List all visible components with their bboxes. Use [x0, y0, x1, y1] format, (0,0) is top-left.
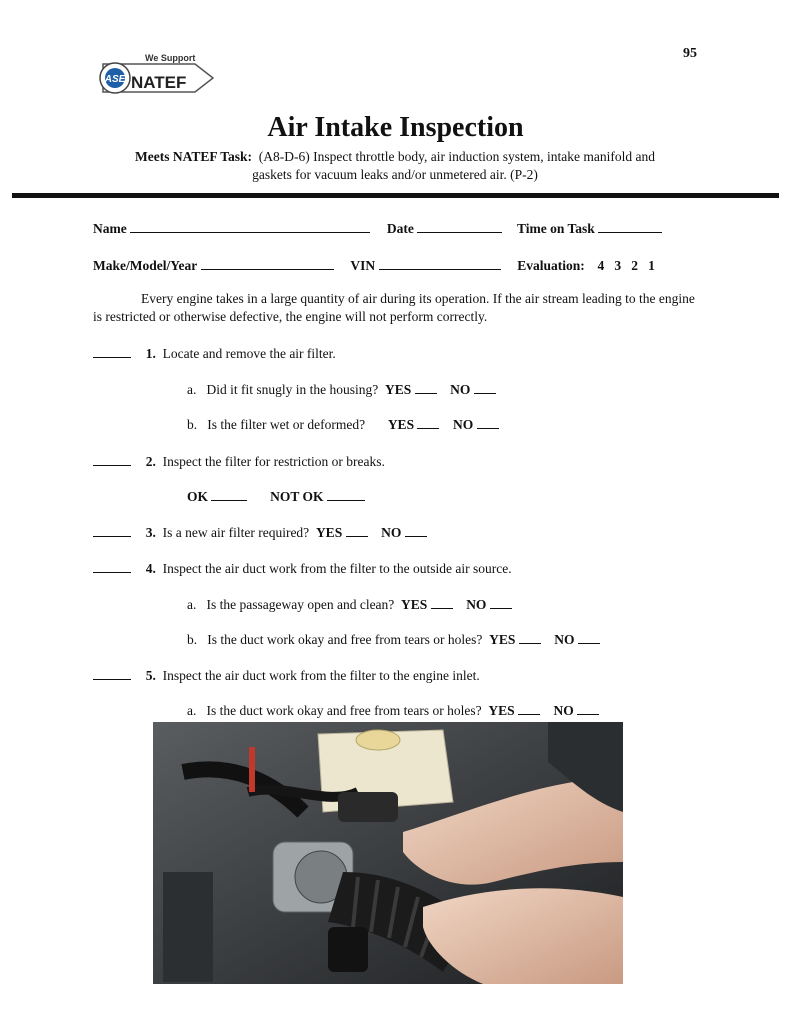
item-1-text: Locate and remove the air filter. [162, 346, 336, 361]
item-5-check-field[interactable] [93, 666, 131, 680]
item-4-text: Inspect the air duct work from the filter to the outside air source. [162, 561, 512, 576]
item-3-text: Is a new air filter required? [162, 525, 310, 540]
item-4b-no-field[interactable] [578, 630, 600, 644]
natef-logo [95, 44, 220, 106]
yes-label: YES [315, 525, 343, 540]
item-1a-letter: a. [187, 382, 197, 397]
item-4a-yes-field[interactable] [431, 595, 453, 609]
not-ok-label: NOT OK [270, 489, 324, 504]
name-label: Name [93, 221, 127, 236]
no-label: NO [466, 597, 487, 612]
item-1b-yes-field[interactable] [417, 415, 439, 429]
item-1a-yes-field[interactable] [415, 380, 437, 394]
time-on-task-field[interactable] [598, 219, 662, 233]
task-line-2: gaskets for vacuum leaks and/or unmetered air. (P-2) [252, 167, 538, 182]
item-3-no-field[interactable] [405, 523, 427, 537]
item-1a-no-field[interactable] [474, 380, 496, 394]
ok-label: OK [187, 489, 209, 504]
svg-text:We Support: We Support [145, 53, 196, 63]
item-4-check-field[interactable] [93, 559, 131, 573]
make-model-year-field[interactable] [201, 256, 334, 270]
item-4a-no-field[interactable] [490, 595, 512, 609]
item-4b-letter: b. [187, 632, 198, 647]
evaluation-label: Evaluation: [517, 258, 585, 273]
item-5-text: Inspect the air duct work from the filter to the engine inlet. [162, 668, 480, 683]
yes-label: YES [385, 382, 412, 397]
name-field[interactable] [130, 219, 370, 233]
vin-label: VIN [350, 258, 376, 273]
yes-label: YES [401, 597, 428, 612]
item-1b [187, 415, 499, 434]
item-4a [187, 595, 512, 614]
name-date-row [93, 219, 662, 238]
no-label: NO [553, 703, 574, 718]
item-4a-letter: a. [187, 597, 197, 612]
date-label: Date [386, 221, 414, 236]
intro-paragraph: Every engine takes in a large quantity of air during its operation. If the air stream leading to the engine is restricted or otherwise defective, the engine will not perform correctly. [93, 291, 695, 324]
item-5a-no-field[interactable] [577, 701, 599, 715]
item-1-number: 1. [145, 346, 156, 361]
date-field[interactable] [417, 219, 502, 233]
task-line-1: (A8-D-6) Inspect throttle body, air induction system, intake manifold and [258, 149, 655, 164]
engine-air-intake-photo [153, 722, 623, 984]
item-5a-letter: a. [187, 703, 197, 718]
item-2-not-ok-field[interactable] [327, 487, 365, 501]
item-3 [93, 523, 427, 542]
page-number: 95 [683, 46, 697, 61]
item-2-check-field[interactable] [93, 452, 131, 466]
evaluation-scores[interactable]: 4 3 2 1 [597, 258, 655, 273]
no-label: NO [452, 417, 474, 432]
item-1b-text: Is the filter wet or deformed? [207, 417, 366, 432]
item-3-check-field[interactable] [93, 523, 131, 537]
svg-text:ASE: ASE [104, 74, 126, 85]
item-5a-yes-field[interactable] [518, 701, 540, 715]
item-3-yes-field[interactable] [346, 523, 368, 537]
no-label: NO [381, 525, 402, 540]
item-1a-text: Did it fit snugly in the housing? [206, 382, 379, 397]
item-4a-text: Is the passageway open and clean? [206, 597, 395, 612]
item-5 [93, 666, 480, 685]
task-description [90, 148, 700, 184]
header-divider [12, 193, 779, 198]
vehicle-row [93, 256, 655, 275]
item-5a-text: Is the duct work okay and free from tears or holes? [206, 703, 482, 718]
yes-label: YES [488, 703, 515, 718]
item-1b-letter: b. [187, 417, 198, 432]
time-on-task-label: Time on Task [517, 221, 595, 236]
item-4b-text: Is the duct work okay and free from tears or holes? [207, 632, 483, 647]
item-4-number: 4. [145, 561, 156, 576]
item-2-options [187, 487, 365, 506]
no-label: NO [450, 382, 471, 397]
no-label: NO [554, 632, 575, 647]
task-label: Meets NATEF Task: [135, 149, 253, 164]
item-1 [93, 344, 336, 363]
item-3-number: 3. [145, 525, 156, 540]
item-1b-no-field[interactable] [477, 415, 499, 429]
item-4b [187, 630, 600, 649]
make-model-year-label: Make/Model/Year [93, 258, 198, 273]
yes-label: YES [489, 632, 516, 647]
item-4b-yes-field[interactable] [519, 630, 541, 644]
svg-text:NATEF: NATEF [131, 73, 187, 92]
item-2-text: Inspect the filter for restriction or breaks. [162, 454, 385, 469]
vin-field[interactable] [379, 256, 501, 270]
item-1-check-field[interactable] [93, 344, 131, 358]
item-2-number: 2. [145, 454, 156, 469]
item-1a [187, 380, 496, 399]
item-5a [187, 701, 599, 720]
item-4 [93, 559, 512, 578]
yes-label: YES [387, 417, 415, 432]
item-2-ok-field[interactable] [211, 487, 247, 501]
item-2 [93, 452, 385, 471]
page-title: Air Intake Inspection [267, 112, 524, 143]
item-5-number: 5. [145, 668, 156, 683]
